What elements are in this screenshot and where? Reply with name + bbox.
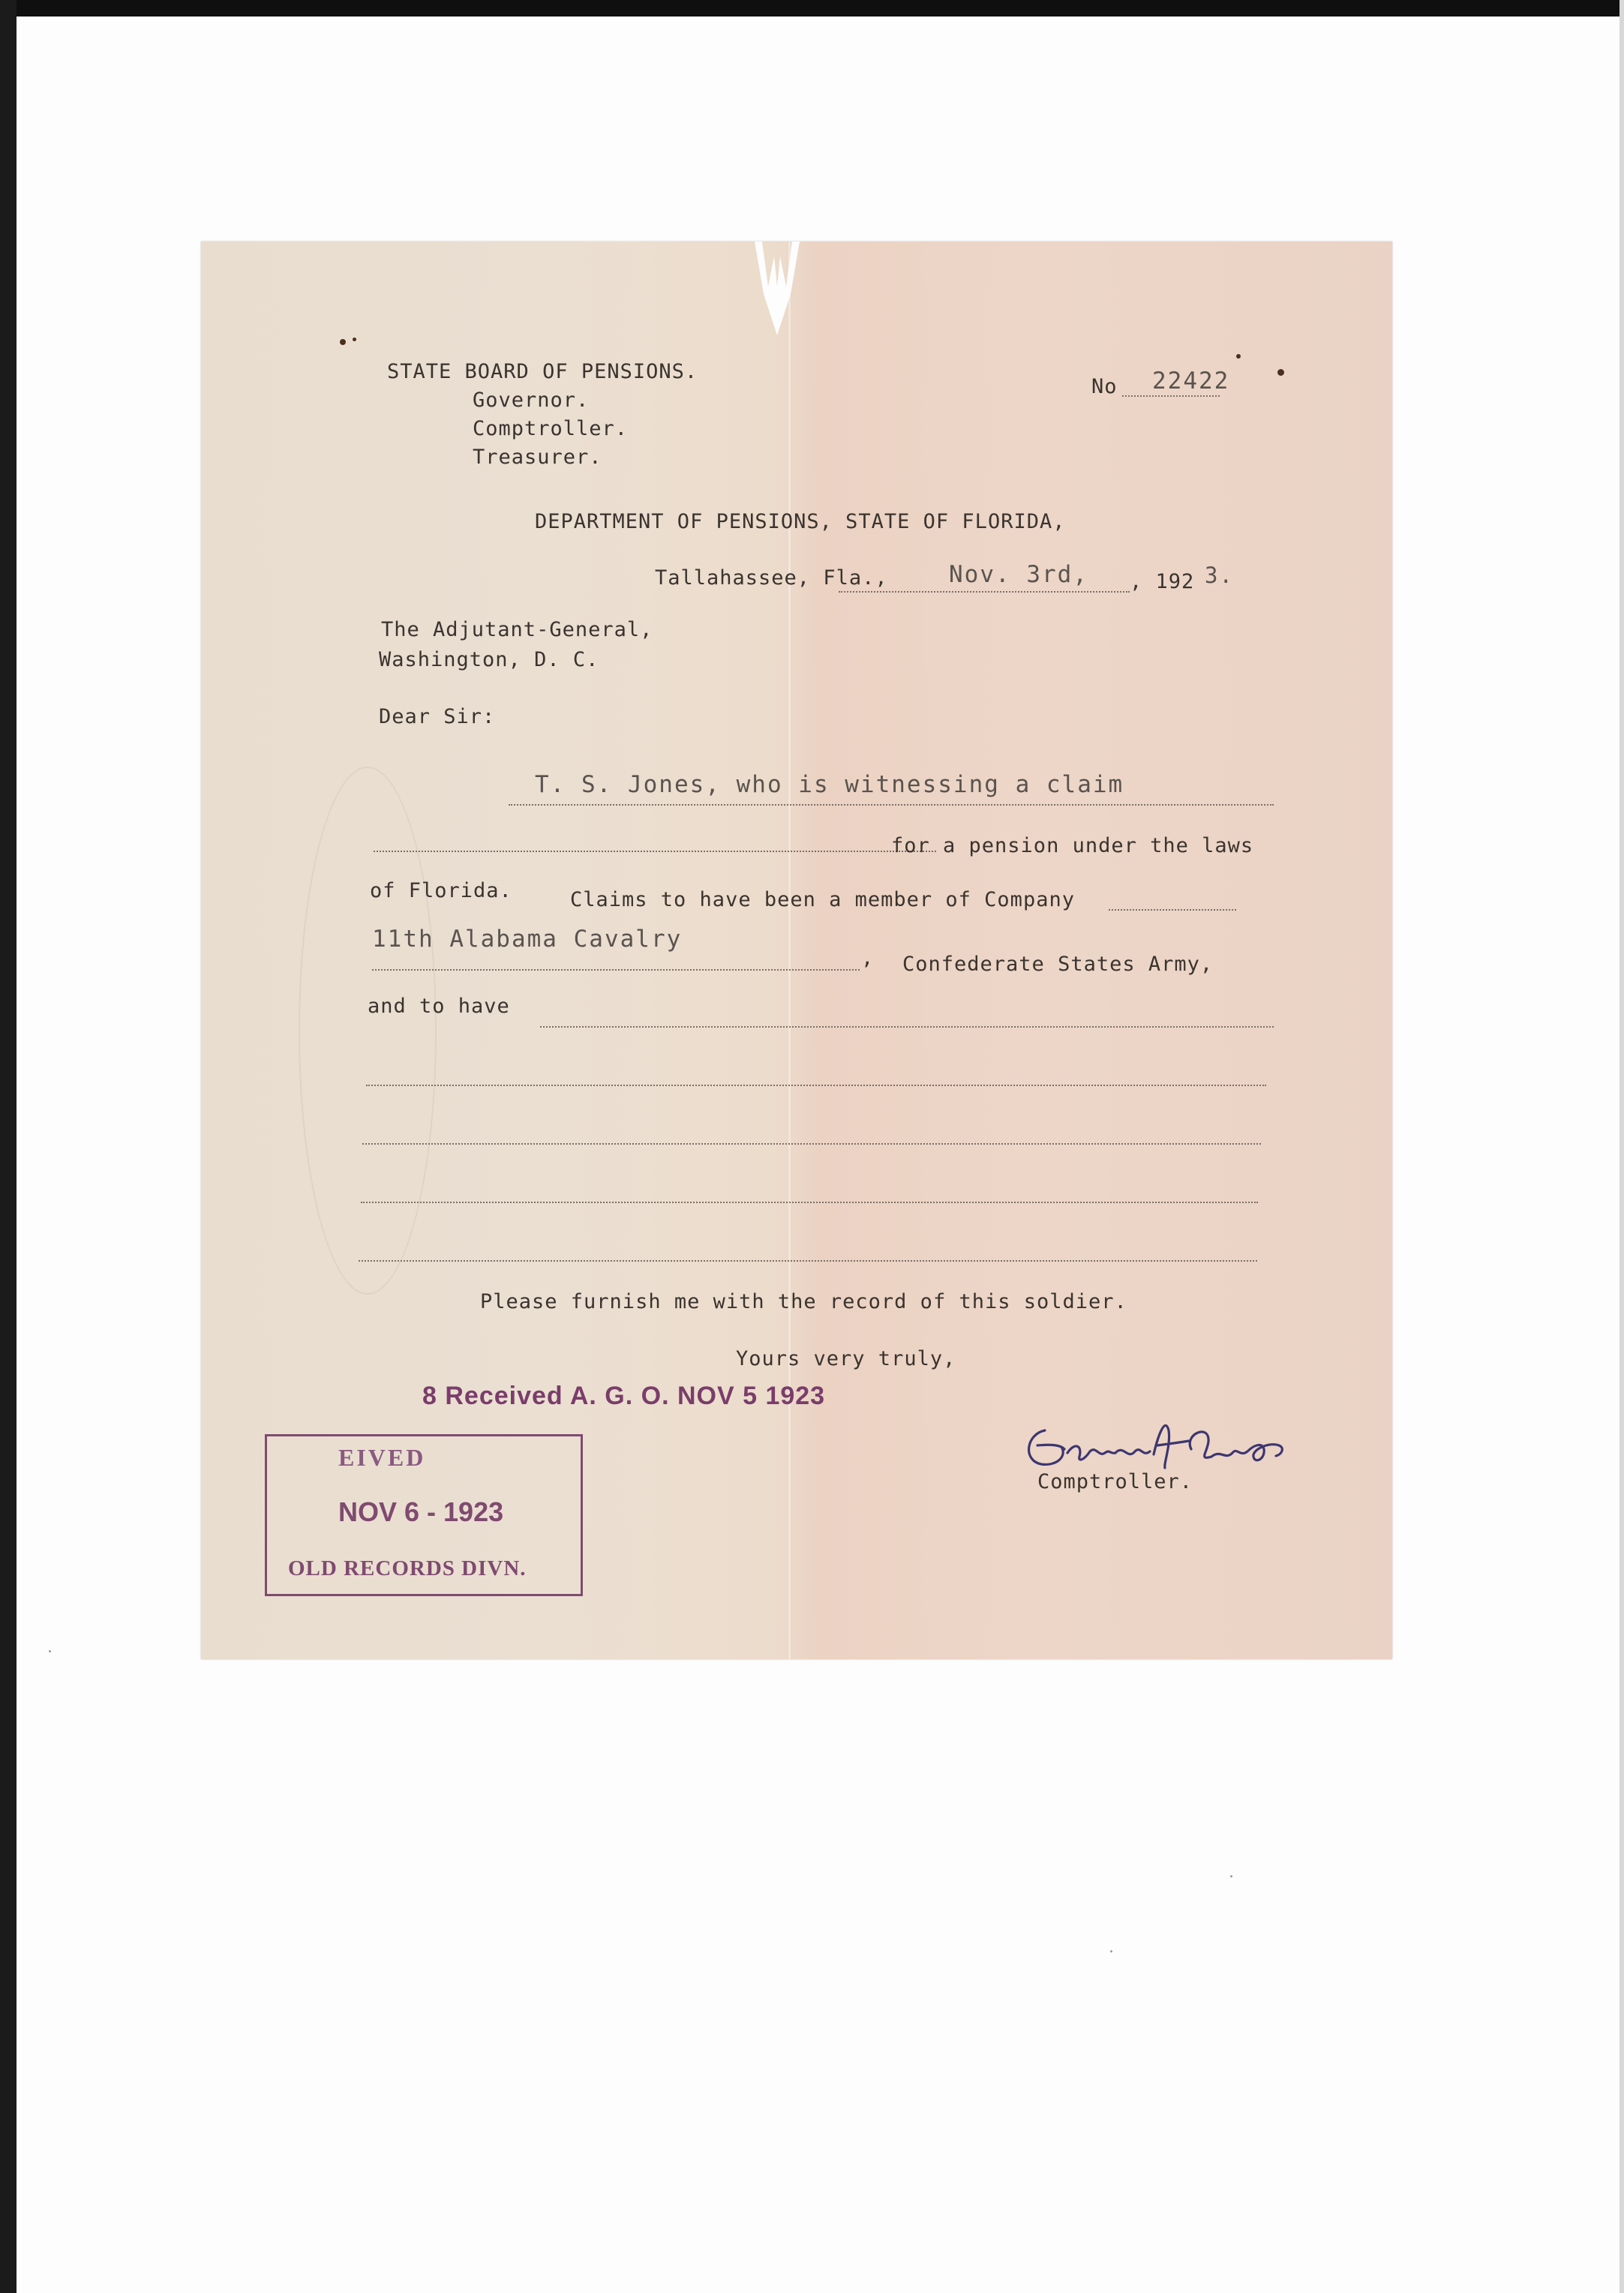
and-to-have-text: and to have — [368, 995, 510, 1018]
received-box-stamp — [265, 1434, 583, 1596]
department-heading: DEPARTMENT OF PENSIONS, STATE OF FLORIDA, — [535, 510, 1066, 533]
army-text: Confederate States Army, — [902, 953, 1214, 976]
stamp-box-division: OLD RECORDS DIVN. — [288, 1556, 527, 1580]
scan-frame-top — [0, 0, 1624, 17]
number-label: No — [1091, 375, 1118, 398]
service-line-3 — [362, 1143, 1261, 1145]
service-line-2 — [366, 1085, 1266, 1086]
scan-speck — [1230, 1875, 1232, 1877]
complimentary-close: Yours very truly, — [736, 1347, 956, 1370]
date-typed: Nov. 3rd, — [949, 561, 1088, 588]
staple-clip-icon — [747, 242, 807, 347]
ink-speck — [340, 339, 346, 345]
pension-text: for a pension under the laws — [891, 834, 1254, 857]
scan-frame-right — [1619, 0, 1624, 2293]
member-comptroller: Comptroller. — [473, 417, 629, 440]
comma: , — [861, 947, 875, 970]
stamp-box-line-1: EIVED — [338, 1444, 426, 1471]
salutation: Dear Sir: — [379, 705, 496, 728]
scan-frame-left — [0, 0, 17, 2293]
year-suffix: 3. — [1205, 563, 1234, 588]
request-text: Please furnish me with the record of this soldier. — [480, 1290, 1127, 1313]
pension-letter — [201, 242, 1392, 1659]
ink-speck — [353, 338, 356, 341]
year-prefix: , 192 — [1130, 570, 1195, 593]
unit-typed: 11th Alabama Cavalry — [372, 926, 683, 953]
ink-speck — [1236, 354, 1241, 359]
claimant-line — [509, 804, 1274, 806]
service-line-1 — [540, 1026, 1274, 1028]
board-heading: STATE BOARD OF PENSIONS. — [387, 360, 698, 383]
company-line — [1109, 909, 1236, 911]
addressee-line-2: Washington, D. C. — [379, 648, 599, 671]
received-ago-stamp: 8 Received A. G. O. NOV 5 1923 — [422, 1382, 826, 1410]
member-treasurer: Treasurer. — [473, 446, 602, 469]
dateline-place: Tallahassee, Fla., — [655, 566, 888, 590]
service-line-4 — [361, 1202, 1258, 1203]
scan-speck — [1110, 1950, 1112, 1952]
scan-speck — [49, 1650, 51, 1652]
date-line — [839, 591, 1130, 593]
addressee-line-1: The Adjutant-General, — [381, 618, 653, 641]
claim-number: 22422 — [1152, 368, 1230, 395]
stamp-box-date: NOV 6 - 1923 — [338, 1496, 504, 1527]
claim-line-2 — [374, 851, 936, 852]
claims-text: Claims to have been a member of Company — [570, 888, 1075, 911]
ink-speck — [1277, 369, 1284, 376]
claimant-typed: T. S. Jones, who is witnessing a claim — [535, 771, 1124, 798]
number-line — [1122, 395, 1220, 397]
faded-watermark — [299, 767, 437, 1295]
of-florida-text: of Florida. — [370, 879, 512, 902]
comptroller-title: Comptroller. — [1037, 1470, 1193, 1493]
paper-fold — [788, 242, 791, 1659]
service-line-5 — [359, 1260, 1257, 1262]
unit-line — [372, 969, 860, 971]
member-governor: Governor. — [473, 389, 590, 412]
